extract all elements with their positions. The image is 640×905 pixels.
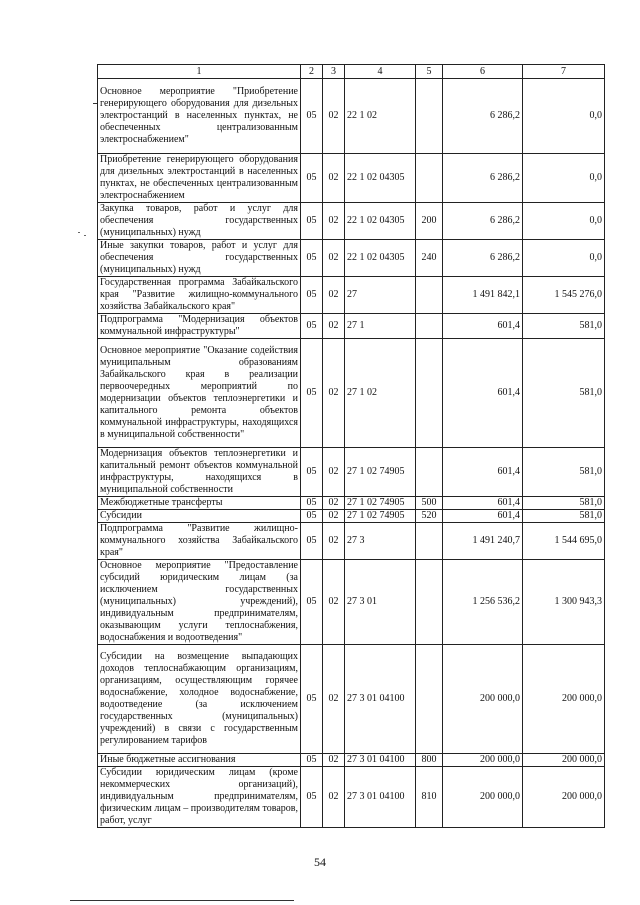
- cell-name: Межбюджетные трансферты: [98, 497, 301, 510]
- cell-target-code: 27 1 02: [345, 339, 416, 448]
- cell-subsection: 02: [323, 339, 345, 448]
- cell-section: 05: [301, 523, 323, 560]
- cell-amount-year-2: 0,0: [523, 79, 605, 154]
- cell-amount-year-2: 1 545 276,0: [523, 277, 605, 314]
- scan-speck: [78, 232, 80, 233]
- cell-subsection: 02: [323, 560, 345, 645]
- cell-amount-year-1: 6 286,2: [443, 154, 523, 203]
- table-row: [98, 277, 605, 314]
- cell-amount-year-2: 581,0: [523, 497, 605, 510]
- cell-name: Субсидии: [98, 510, 301, 523]
- cell-amount-year-1: 6 286,2: [443, 79, 523, 154]
- cell-amount-year-2: 1 300 943,3: [523, 560, 605, 645]
- cell-amount-year-1: 6 286,2: [443, 203, 523, 240]
- cell-subsection: 02: [323, 645, 345, 754]
- cell-expense-type: 500: [416, 497, 443, 510]
- cell-target-code: 27 3 01 04100: [345, 767, 416, 828]
- footer-rule: [70, 900, 294, 901]
- cell-name: Приобретение генерирующего оборудования для дизельных электростанций в населенных пунктах, не обеспеченных централизованным электроснабжением: [98, 154, 301, 203]
- cell-expense-type: 800: [416, 754, 443, 767]
- cell-subsection: 02: [323, 497, 345, 510]
- cell-subsection: 02: [323, 314, 345, 339]
- cell-name: Основное мероприятие "Предоставление субсидий юридическим лицам (за исключением государственных (муниципальных) учреждений), индивидуальным предпринимателям, оказывающим услуги теплоснабжения, водоснабжения и водоотведения": [98, 560, 301, 645]
- table-row: [98, 314, 605, 339]
- cell-expense-type: [416, 154, 443, 203]
- cell-name: Закупка товаров, работ и услуг для обеспечения государственных (муниципальных) нужд: [98, 203, 301, 240]
- cell-amount-year-2: 581,0: [523, 448, 605, 497]
- cell-amount-year-2: 581,0: [523, 510, 605, 523]
- cell-target-code: 27 1 02 74905: [345, 510, 416, 523]
- table-header-row: [98, 65, 605, 79]
- cell-section: 05: [301, 277, 323, 314]
- cell-section: 05: [301, 497, 323, 510]
- cell-amount-year-1: 1 491 240,7: [443, 523, 523, 560]
- cell-amount-year-1: 601,4: [443, 448, 523, 497]
- cell-section: 05: [301, 510, 323, 523]
- cell-section: 05: [301, 314, 323, 339]
- cell-target-code: 22 1 02: [345, 79, 416, 154]
- cell-section: 05: [301, 240, 323, 277]
- cell-section: 05: [301, 154, 323, 203]
- column-header: 3: [323, 65, 345, 79]
- column-header: 4: [345, 65, 416, 79]
- cell-name: Субсидии на возмещение выпадающих доходов теплоснабжающим организациям, организациям, осуществляющим горячее водоснабжение, холодное водоснабжение, водоотведение (за исключением государственных (муниципальных) учреждений) в связи с государственным регулированием тарифов: [98, 645, 301, 754]
- table-row: [98, 754, 605, 767]
- cell-amount-year-2: 0,0: [523, 240, 605, 277]
- budget-table: [97, 64, 605, 828]
- cell-subsection: 02: [323, 79, 345, 154]
- cell-section: 05: [301, 754, 323, 767]
- cell-section: 05: [301, 339, 323, 448]
- cell-subsection: 02: [323, 767, 345, 828]
- column-header: 5: [416, 65, 443, 79]
- table-row: [98, 203, 605, 240]
- cell-amount-year-1: 601,4: [443, 510, 523, 523]
- column-header: 6: [443, 65, 523, 79]
- cell-amount-year-2: 581,0: [523, 339, 605, 448]
- cell-amount-year-2: 0,0: [523, 154, 605, 203]
- cell-expense-type: [416, 339, 443, 448]
- cell-amount-year-1: 200 000,0: [443, 645, 523, 754]
- table-row: [98, 448, 605, 497]
- cell-name: Подпрограмма "Модернизация объектов коммунальной инфраструктуры": [98, 314, 301, 339]
- cell-name: Подпрограмма "Развитие жилищно-коммунального хозяйства Забайкальского края": [98, 523, 301, 560]
- cell-subsection: 02: [323, 240, 345, 277]
- cell-expense-type: [416, 448, 443, 497]
- cell-target-code: 27 1: [345, 314, 416, 339]
- cell-expense-type: [416, 645, 443, 754]
- cell-expense-type: [416, 314, 443, 339]
- cell-name: Иные бюджетные ассигнования: [98, 754, 301, 767]
- cell-section: 05: [301, 448, 323, 497]
- table-body: [98, 79, 605, 828]
- cell-target-code: 22 1 02 04305: [345, 154, 416, 203]
- table-row: [98, 510, 605, 523]
- cell-subsection: 02: [323, 754, 345, 767]
- cell-amount-year-1: 601,4: [443, 497, 523, 510]
- cell-target-code: 27 3: [345, 523, 416, 560]
- cell-section: 05: [301, 560, 323, 645]
- cell-subsection: 02: [323, 154, 345, 203]
- cell-target-code: 27 3 01: [345, 560, 416, 645]
- cell-amount-year-2: 200 000,0: [523, 754, 605, 767]
- cell-subsection: 02: [323, 277, 345, 314]
- table-row: [98, 154, 605, 203]
- cell-section: 05: [301, 203, 323, 240]
- cell-target-code: 27 3 01 04100: [345, 754, 416, 767]
- cell-name: Субсидии юридическим лицам (кроме некоммерческих организаций), индивидуальным предпринимателям, физическим лицам – производителям товаров, работ, услуг: [98, 767, 301, 828]
- cell-subsection: 02: [323, 523, 345, 560]
- table-row: [98, 79, 605, 154]
- scan-speck: [84, 235, 86, 236]
- cell-section: 05: [301, 645, 323, 754]
- cell-amount-year-1: 6 286,2: [443, 240, 523, 277]
- cell-expense-type: [416, 523, 443, 560]
- cell-name: Основное мероприятие "Оказание содействия муниципальным образованиям Забайкальского края в реализации первоочередных мероприятий по модернизации объектов теплоэнергетики и капитального ремонта объектов коммунальной инфраструктуры, находящихся в муниципальной собственности": [98, 339, 301, 448]
- cell-name: Модернизация объектов теплоэнергетики и капитальный ремонт объектов коммунальной инфраструктуры, находящихся в муниципальной собственности: [98, 448, 301, 497]
- cell-expense-type: [416, 277, 443, 314]
- cell-expense-type: [416, 79, 443, 154]
- table-row: [98, 560, 605, 645]
- table-row: [98, 645, 605, 754]
- cell-amount-year-1: 1 491 842,1: [443, 277, 523, 314]
- cell-amount-year-2: 0,0: [523, 203, 605, 240]
- column-header: 2: [301, 65, 323, 79]
- cell-subsection: 02: [323, 510, 345, 523]
- table-row: [98, 240, 605, 277]
- table-row: [98, 339, 605, 448]
- table-row: [98, 497, 605, 510]
- cell-subsection: 02: [323, 203, 345, 240]
- cell-expense-type: 810: [416, 767, 443, 828]
- table-row: [98, 523, 605, 560]
- cell-amount-year-1: 601,4: [443, 314, 523, 339]
- cell-target-code: 27 3 01 04100: [345, 645, 416, 754]
- cell-section: 05: [301, 767, 323, 828]
- cell-amount-year-1: 200 000,0: [443, 754, 523, 767]
- page-number: 54: [314, 855, 326, 869]
- column-header: 1: [98, 65, 301, 79]
- cell-amount-year-1: 601,4: [443, 339, 523, 448]
- cell-name: Иные закупки товаров, работ и услуг для обеспечения государственных (муниципальных) нужд: [98, 240, 301, 277]
- cell-expense-type: 200: [416, 203, 443, 240]
- cell-expense-type: 240: [416, 240, 443, 277]
- cell-amount-year-2: 200 000,0: [523, 767, 605, 828]
- cell-amount-year-1: 200 000,0: [443, 767, 523, 828]
- cell-target-code: 27 1 02 74905: [345, 448, 416, 497]
- cell-section: 05: [301, 79, 323, 154]
- cell-target-code: 27 1 02 74905: [345, 497, 416, 510]
- cell-name: Государственная программа Забайкальского края "Развитие жилищно-коммунального хозяйства Забайкальского края": [98, 277, 301, 314]
- cell-target-code: 27: [345, 277, 416, 314]
- cell-amount-year-2: 1 544 695,0: [523, 523, 605, 560]
- cell-expense-type: 520: [416, 510, 443, 523]
- cell-amount-year-2: 581,0: [523, 314, 605, 339]
- cell-target-code: 22 1 02 04305: [345, 203, 416, 240]
- cell-amount-year-1: 1 256 536,2: [443, 560, 523, 645]
- cell-amount-year-2: 200 000,0: [523, 645, 605, 754]
- cell-subsection: 02: [323, 448, 345, 497]
- cell-name: Основное мероприятие "Приобретение генерирующего оборудования для дизельных электростанций в населенных пунктах, не обеспеченных централизованным электроснабжением": [98, 79, 301, 154]
- cell-expense-type: [416, 560, 443, 645]
- column-header: 7: [523, 65, 605, 79]
- cell-target-code: 22 1 02 04305: [345, 240, 416, 277]
- table-row: [98, 767, 605, 828]
